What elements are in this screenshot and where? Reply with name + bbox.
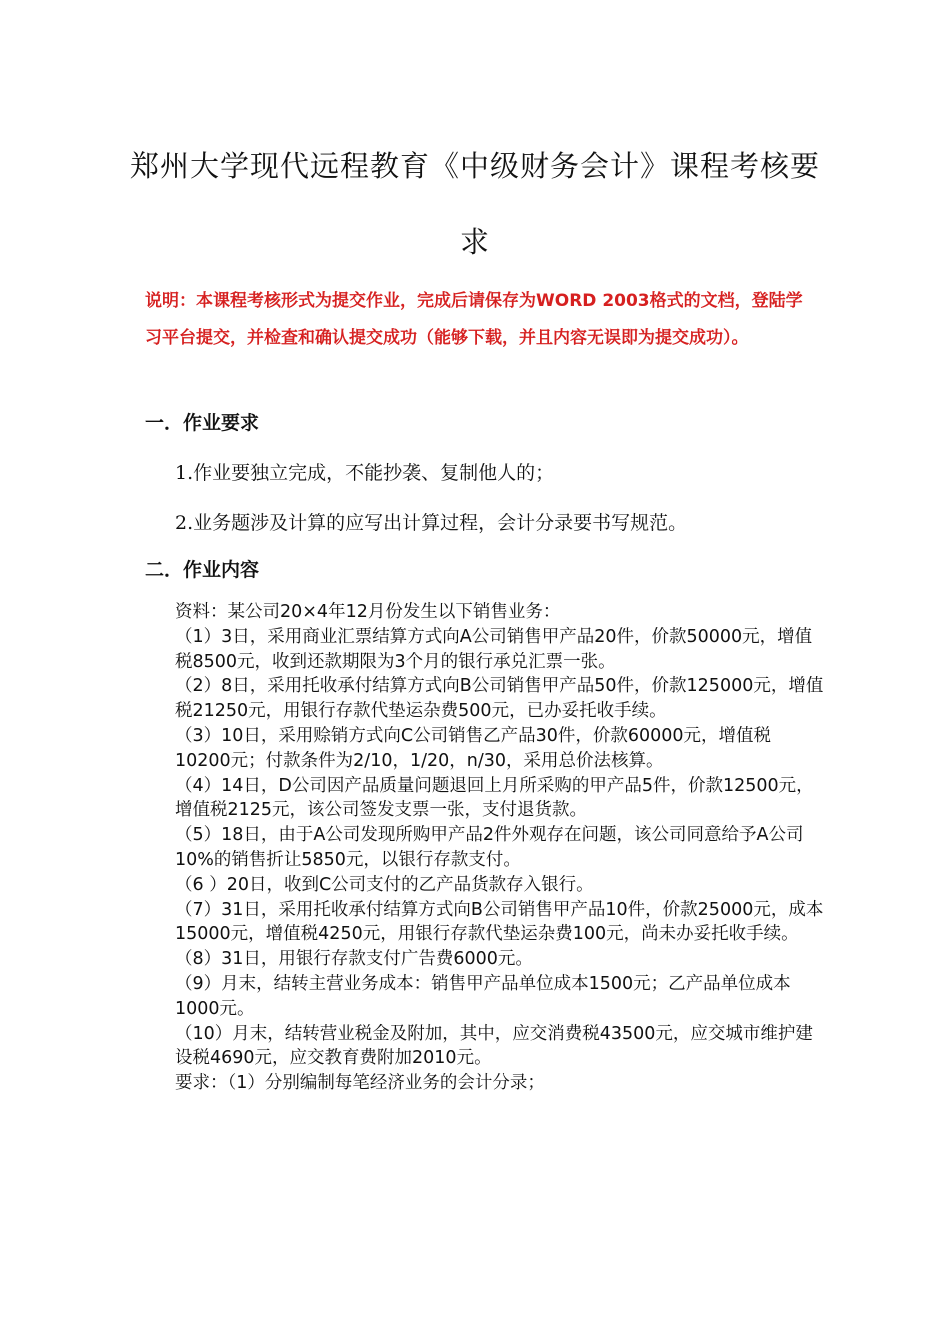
content-paragraph-3: （3）10日，采用赊销方式向C公司销售乙产品30件，价款60000元，增值税10200元；付款条件为2/10，1/20，n/30，采用总价法核算。	[175, 725, 772, 771]
document-title-line-1: 郑州大学现代远程教育《中级财务会计》课程考核要	[129, 149, 820, 183]
content-paragraph-6: （6 ）20日，收到C公司支付的乙产品货款存入银行。	[175, 874, 594, 895]
content-paragraph-requirement: 要求：（1）分别编制每笔经济业务的会计分录；	[175, 1073, 545, 1094]
content-paragraph-8: （8）31日，用银行存款支付广告费6000元。	[175, 949, 533, 970]
requirement-item-2: 2.业务题涉及计算的应写出计算过程，会计分录要书写规范。	[175, 512, 688, 534]
content-paragraph-2: （2）8日，采用托收承付结算方式向B公司销售甲产品50件，价款125000元，增值税21250元，用银行存款代垫运杂费500元，已办妥托收手续。	[175, 676, 824, 722]
content-paragraph-material: 资料：某公司20×4年12月份发生以下销售业务：	[175, 602, 561, 622]
requirement-item-1: 1.作业要独立完成，不能抄袭、复制他人的；	[175, 462, 555, 484]
instruction-note: 说明：本课程考核形式为提交作业，完成后请保存为WORD 2003格式的文档，登陆学习平台提交，并检查和确认提交成功（能够下载，并且内容无误即为提交成功）。	[145, 291, 803, 348]
assignment-content	[175, 600, 825, 1096]
document-title-line-2: 求	[459, 225, 490, 259]
content-paragraph-10: （10）月末，结转营业税金及附加，其中，应交消费税43500元，应交城市维护建设税4690元，应交教育费附加2010元。	[175, 1023, 813, 1069]
section-1-heading: 一．作业要求	[145, 412, 260, 434]
content-paragraph-1: （1）3日，采用商业汇票结算方式向A公司销售甲产品20件，价款50000元，增值税8500元，收到还款期限为3个月的银行承兑汇票一张。	[175, 626, 813, 672]
content-paragraph-5: （5）18日，由于A公司发现所购甲产品2件外观存在问题，该公司同意给予A公司10%的销售折让5850元，以银行存款支付。	[175, 825, 804, 870]
section-2-heading: 二．作业内容	[145, 559, 260, 581]
content-paragraph-4: （4）14日，D公司因产品质量问题退回上月所采购的甲产品5件，价款12500元，增值税2125元，该公司签发支票一张，支付退货款。	[175, 775, 814, 821]
content-paragraph-7: （7）31日，采用托收承付结算方式向B公司销售甲产品10件，价款25000元，成本15000元，增值税4250元，用银行存款代垫运杂费100元，尚未办妥托收手续。	[175, 899, 824, 945]
content-paragraph-9: （9）月末，结转主营业务成本：销售甲产品单位成本1500元；乙产品单位成本1000元。	[175, 973, 791, 1019]
